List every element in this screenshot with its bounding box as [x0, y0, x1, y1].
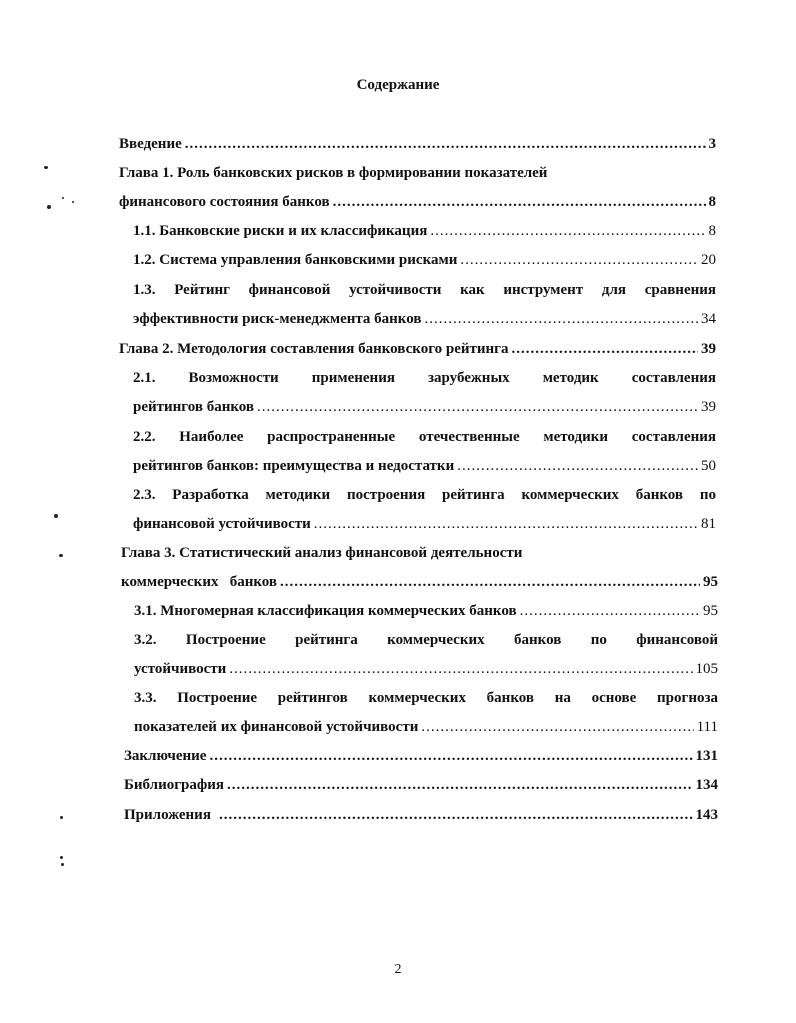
page-title: Содержание — [356, 77, 440, 93]
leader-dots — [520, 602, 700, 620]
scan-speck — [60, 816, 63, 819]
toc-entry-text: Введение — [119, 136, 182, 152]
toc-entry-section-3-1[interactable] — [134, 602, 718, 620]
toc-entry-text: 1.1. Банковские риски и их классификация — [133, 223, 428, 239]
toc-page-number: 39 — [701, 341, 716, 357]
toc-entry-text: 2.2. Наиболее распространенные отечественные методики составления — [133, 429, 716, 445]
toc-entry-text: Заключение — [124, 748, 207, 764]
scan-speck — [47, 205, 51, 209]
toc-entry-chapter-2[interactable] — [119, 340, 716, 358]
scan-speck — [44, 166, 48, 169]
leader-dots — [424, 310, 698, 328]
toc-entry-section-3-3-line-2[interactable] — [134, 718, 718, 736]
toc-entry-text: показателей их финансовой устойчивости — [134, 719, 419, 735]
toc-page-number: 8 — [708, 194, 716, 210]
toc-entry-text: Глава 1. Роль банковских рисков в формировании показателей — [119, 165, 548, 181]
toc-entry-section-2-3-line-2[interactable] — [133, 515, 716, 533]
scan-speck — [60, 856, 63, 859]
toc-entry-text: Глава 2. Методология составления банковского рейтинга — [119, 341, 509, 357]
toc-page-number: 95 — [703, 574, 718, 590]
toc-entry-section-1-3-line-2[interactable] — [133, 310, 716, 328]
leader-dots — [512, 340, 699, 358]
toc-entry-section-1-3-line-1[interactable] — [133, 281, 716, 299]
toc-page-number: 143 — [695, 807, 718, 823]
toc-entry-text: коммерческих банков — [121, 574, 278, 590]
toc-entry-text: 2.3. Разработка методики построения рейтинга коммерческих банков по — [133, 487, 716, 503]
toc-entry-section-1-1[interactable] — [133, 222, 716, 240]
toc-page-number: 39 — [701, 399, 716, 415]
toc-entry-text: эффективности риск-менеджмента банков — [133, 311, 422, 327]
toc-entry-appendices[interactable] — [124, 806, 718, 824]
toc-entry-section-3-3-line-1[interactable] — [134, 689, 718, 707]
toc-entry-text: 3.1. Многомерная классификация коммерческих банков — [134, 603, 517, 619]
scan-speck — [62, 197, 64, 199]
toc-page-number: 105 — [695, 661, 718, 677]
toc-entry-text: Библиография — [124, 777, 225, 793]
leader-dots — [219, 806, 693, 824]
leader-dots — [314, 515, 698, 533]
scan-speck — [54, 514, 58, 518]
toc-entry-chapter-1-line-1[interactable] — [119, 164, 716, 182]
leader-dots — [457, 457, 698, 475]
toc-entry-bibliography[interactable] — [124, 776, 718, 794]
toc-entry-text: финансового состояния банков — [119, 194, 330, 210]
toc-entry-text: 3.3. Построение рейтингов коммерческих банков на основе прогноза — [134, 690, 718, 706]
toc-entry-conclusion[interactable] — [124, 747, 718, 765]
toc-entry-text: финансовой устойчивости — [133, 516, 311, 532]
toc-page-number: 50 — [701, 458, 716, 474]
toc-page-number: 131 — [695, 748, 718, 764]
toc-entry-section-2-3-line-1[interactable] — [133, 486, 716, 504]
toc-page-number: 34 — [701, 311, 716, 327]
toc-page-number: 20 — [701, 252, 716, 268]
toc-page-number: 134 — [695, 777, 718, 793]
toc-entry-text: устойчивости — [134, 661, 227, 677]
leader-dots — [185, 135, 706, 153]
leader-dots — [460, 251, 698, 269]
toc-entry-section-3-2-line-1[interactable] — [134, 631, 718, 649]
leader-dots — [229, 660, 692, 678]
toc-page-number: 95 — [703, 603, 718, 619]
toc-page-number: 111 — [696, 719, 718, 735]
toc-entry-text: Приложения — [124, 807, 211, 823]
toc-entry-section-2-2-line-2[interactable] — [133, 457, 716, 475]
toc-entry-chapter-3-line-1[interactable] — [121, 544, 718, 562]
leader-dots — [421, 718, 693, 736]
toc-page-number: 3 — [708, 136, 716, 152]
leader-dots — [430, 222, 705, 240]
toc-entry-text: 1.3. Рейтинг финансовой устойчивости как инструмент для сравнения — [133, 282, 716, 298]
toc-entry-text: рейтингов банков — [133, 399, 255, 415]
toc-entry-chapter-1-line-2[interactable] — [119, 193, 716, 211]
scan-speck — [72, 201, 74, 203]
toc-entry-text: 1.2. Система управления банковскими рисками — [133, 252, 458, 268]
leader-dots — [257, 398, 698, 416]
toc-entry-intro[interactable] — [119, 135, 716, 153]
page-number: 2 — [394, 962, 402, 977]
toc-entry-section-1-2[interactable] — [133, 251, 716, 269]
toc-page-number: 8 — [708, 223, 716, 239]
toc-entry-section-3-2-line-2[interactable] — [134, 660, 718, 678]
scan-speck — [59, 554, 63, 557]
toc-entry-section-2-1-line-1[interactable] — [133, 369, 716, 387]
leader-dots — [209, 747, 692, 765]
toc-entry-text: 3.2. Построение рейтинга коммерческих банков по финансовой — [134, 632, 718, 648]
leader-dots — [333, 193, 706, 211]
scan-speck — [61, 863, 64, 866]
toc-entry-text: рейтингов банков: преимущества и недостатки — [133, 458, 455, 474]
toc-entry-section-2-2-line-1[interactable] — [133, 428, 716, 446]
toc-entry-text: Глава 3. Статистический анализ финансовой деятельности — [121, 545, 523, 561]
toc-entry-text: 2.1. Возможности применения зарубежных методик составления — [133, 370, 716, 386]
toc-page-number: 81 — [701, 516, 716, 532]
leader-dots — [227, 776, 692, 794]
leader-dots — [280, 573, 700, 591]
toc-entry-chapter-3-line-2[interactable] — [121, 573, 718, 591]
toc-entry-section-2-1-line-2[interactable] — [133, 398, 716, 416]
